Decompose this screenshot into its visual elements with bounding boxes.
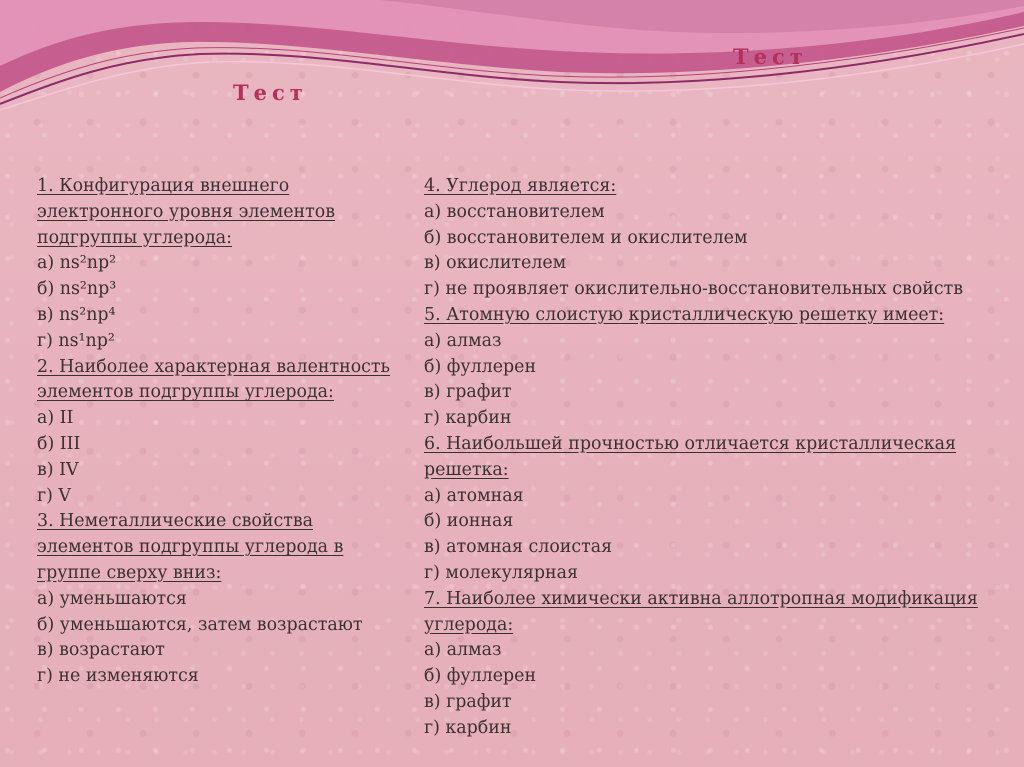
answer-option: г) V <box>37 485 71 506</box>
question-text-line: 1. Конфигурация внешнего <box>37 176 290 196</box>
answer-option: б) ns²np³ <box>37 279 117 300</box>
left-question-column <box>37 174 417 690</box>
question-text-line: 6. Наибольшей прочностью отличается кристаллическая <box>424 433 957 454</box>
question-text-line: решетка: <box>424 459 509 480</box>
answer-option: б) восстановителем и окислителем <box>424 227 748 248</box>
question-text-line: 3. Неметаллические свойства <box>37 511 313 532</box>
question-text-line: 4. Углерод является: <box>424 176 617 196</box>
answer-option: г) ns¹np² <box>37 330 115 351</box>
slide-title-right: Тест <box>733 44 808 69</box>
question-text-line: элементов подгруппы углерода в <box>37 537 344 558</box>
answer-option: б) III <box>37 433 81 454</box>
answer-option: в) возрастают <box>37 640 165 661</box>
right-question-column <box>424 174 1020 742</box>
question-text-line: 2. Наиболее характерная валентность <box>37 356 390 377</box>
answer-option: а) алмаз <box>424 330 502 351</box>
answer-option: в) графит <box>424 382 512 403</box>
answer-option: б) фуллерен <box>424 666 537 687</box>
answer-option: г) карбин <box>424 408 512 429</box>
answer-option: б) уменьшаются, затем возрастают <box>37 614 363 635</box>
header-wave-decoration <box>0 0 1024 130</box>
answer-option: г) не изменяются <box>37 666 199 687</box>
answer-option: в) графит <box>424 691 512 712</box>
answer-option: а) ns²np² <box>37 253 117 274</box>
question-text-line: электронного уровня элементов <box>37 201 336 222</box>
slide-title-left: Тест <box>233 80 308 105</box>
answer-option: а) алмаз <box>424 640 502 661</box>
question-text-line: подгруппы углерода: <box>37 227 233 248</box>
answer-option: г) молекулярная <box>424 562 578 583</box>
answer-option: а) восстановителем <box>424 201 605 222</box>
answer-option: б) ионная <box>424 511 514 532</box>
answer-option: в) окислителем <box>424 253 567 274</box>
answer-option: г) карбин <box>424 717 512 738</box>
question-text-line: группе сверху вниз: <box>37 562 222 583</box>
answer-option: в) IV <box>37 459 79 480</box>
question-text-line: углерода: <box>424 614 514 635</box>
answer-option: г) не проявляет окислительно-восстановительных свойств <box>424 279 964 300</box>
question-text-line: 7. Наиболее химически активна аллотропная модификация <box>424 588 978 609</box>
answer-option: а) II <box>37 408 74 429</box>
answer-option: в) ns²np⁴ <box>37 304 116 325</box>
answer-option: в) атомная слоистая <box>424 537 613 558</box>
answer-option: б) фуллерен <box>424 356 537 377</box>
question-text-line: элементов подгруппы углерода: <box>37 382 334 403</box>
question-text-line: 5. Атомную слоистую кристаллическую решетку имеет: <box>424 304 945 325</box>
answer-option: а) уменьшаются <box>37 588 187 609</box>
answer-option: а) атомная <box>424 485 524 506</box>
